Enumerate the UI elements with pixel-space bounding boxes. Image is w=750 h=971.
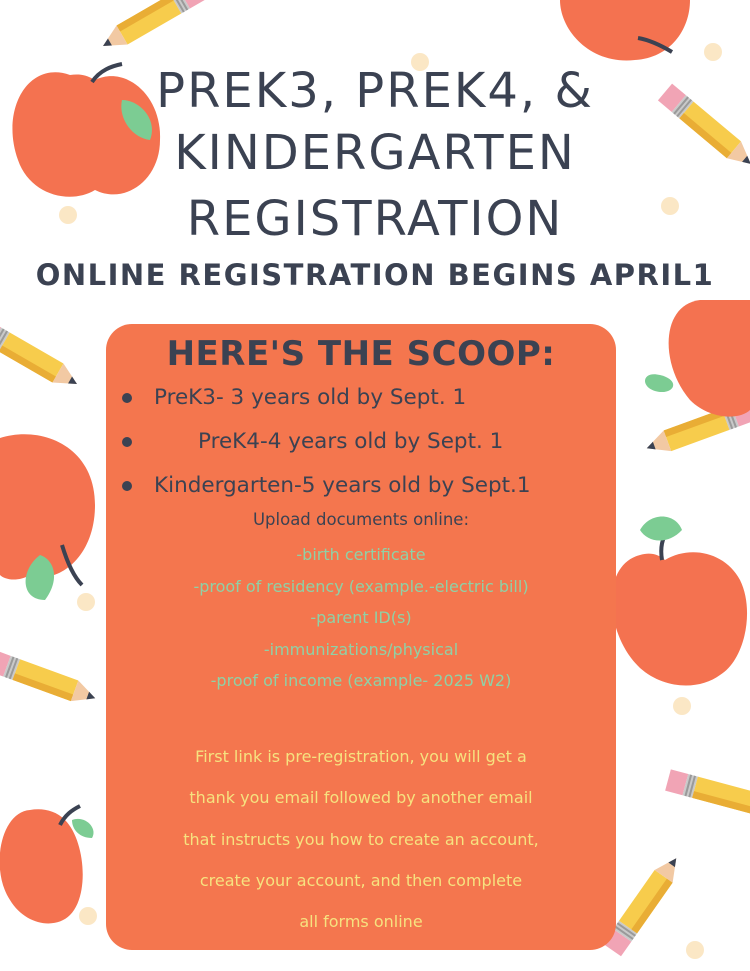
bullet-text: Kindergarten-5 years old by Sept.1 (154, 473, 531, 498)
upload-label: Upload documents online: (252, 510, 470, 529)
registration-start-subtitle: ONLINE REGISTRATION BEGINS APRIL1 (35, 258, 715, 292)
document-item: -proof of income (example- 2025 W2) (210, 671, 512, 690)
registration-instructions (106, 736, 616, 942)
document-item: -proof of residency (example.-electric bill) (193, 576, 529, 596)
list-item (106, 464, 616, 508)
pencil-icon (0, 318, 82, 393)
title-line-2: KINDERGARTEN (174, 125, 576, 181)
bullet-text: PreK4-4 years old by Sept. 1 (198, 429, 504, 454)
info-card (106, 324, 616, 950)
instruction-line: thank you email followed by another email (189, 788, 533, 808)
bullet-icon (122, 437, 132, 447)
age-requirements-list (106, 376, 616, 508)
apple-icon (0, 806, 94, 923)
bullet-icon (122, 393, 132, 403)
instruction-line: that instructs you how to create an account, (183, 829, 539, 849)
pencil-icon (98, 0, 206, 56)
list-item (106, 420, 616, 464)
document-item: -birth certificate (296, 545, 426, 564)
apple-icon (560, 0, 690, 60)
apple-icon (612, 517, 747, 686)
document-item: -immunizations/physical (263, 639, 459, 659)
apple-icon (645, 300, 750, 417)
pencil-icon (665, 769, 750, 819)
documents-list (106, 539, 616, 697)
title-line-3: REGISTRATION (186, 191, 564, 247)
instruction-line: all forms online (299, 912, 423, 932)
bullet-text: PreK3- 3 years old by Sept. 1 (154, 385, 467, 410)
apple-icon (0, 434, 95, 600)
pencil-icon (0, 650, 99, 709)
instruction-line: First link is pre-registration, you will get a (195, 747, 527, 766)
title-line-1: PREK3, PREK4, & (156, 63, 594, 119)
instruction-line: create your account, and then complete (199, 870, 523, 890)
card-heading: HERE'S THE SCOOP: (166, 334, 556, 374)
bullet-icon (122, 481, 132, 491)
list-item (106, 376, 616, 420)
document-item: -parent ID(s) (310, 608, 412, 627)
